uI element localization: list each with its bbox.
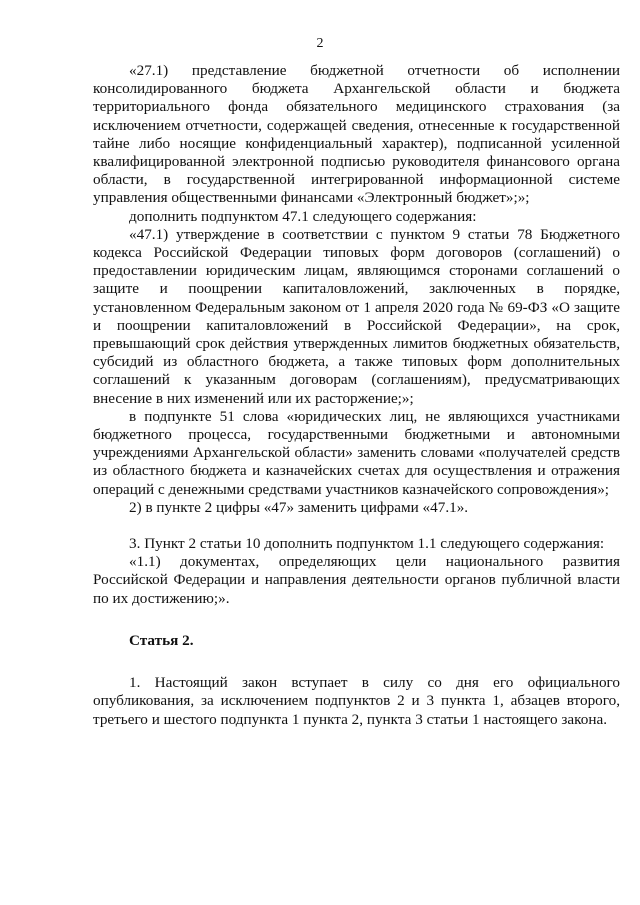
paragraph-point-2: 2) в пункте 2 цифры «47» заменить цифрами «47.1». bbox=[129, 498, 469, 516]
paragraph-27-1: «27.1) представление бюджетной отчетности об исполнении консолидированного бюджета Архангельской области и бюджета территориального фонда обязательного медицинского страхования (за исключением отчетности, содержащей сведения, отнесенные к государственной тайне либо носящие конфиденциальный характер), подписанной усиленной квалифицированной электронной подписью руководителя финансового органа области, в государственной интегрированной информационной системе управления общественными финансами «Электронный бюджет»;»; bbox=[93, 62, 620, 207]
paragraph-subpoint-51: в подпункте 51 слова «юридических лиц, не являющихся участниками бюджетного процесса, государственными бюджетными и автономными учреждениями Архангельской области» заменить словами «получателей средств из областного бюджета и казначейских счетах для осуществления и отражения операций с денежными средствами участников казначейского сопровождения»; bbox=[93, 407, 620, 498]
page-number: 2 bbox=[316, 36, 324, 51]
article-paragraph: 1. Настоящий закон вступает в силу со дня его официального опубликования, за исключением подпунктов 2 и 3 пункта 1, абзацев второго, третьего и шестого подпункта 1 пункта 2, пункта 3 статьи 1 настоящего закона. bbox=[93, 674, 620, 728]
paragraph-1-1: «1.1) документах, определяющих цели национального развития Российской Федерации и направления деятельности органов публичной власти по их достижению;». bbox=[93, 553, 620, 607]
paragraph-add-47-1: дополнить подпунктом 47.1 следующего содержания: bbox=[129, 207, 477, 225]
paragraph-point-3: 3. Пункт 2 статьи 10 дополнить подпунктом 1.1 следующего содержания: bbox=[129, 535, 605, 553]
article-heading: Статья 2. bbox=[129, 631, 194, 649]
document-body bbox=[93, 62, 620, 729]
paragraph-47-1: «47.1) утверждение в соответствии с пунктом 9 статьи 78 Бюджетного кодекса Российской Федерации типовых форм договоров (соглашений) о предоставлении юридическим лицам, являющимся сторонами соглашений о защите и поощрении капиталовложений, заключенных в порядке, установленном Федеральным законом от 1 апреля 2020 года № 69-ФЗ «О защите и поощрении капиталовложений в Российской Федерации», на срок, превышающий срок действия утвержденных лимитов бюджетных обязательств, субсидий из областного бюджета, а также типовых форм дополнительных соглашений к указанным договорам (соглашениям), предусматривающих внесение в них изменений или их расторжение;»; bbox=[93, 225, 620, 407]
